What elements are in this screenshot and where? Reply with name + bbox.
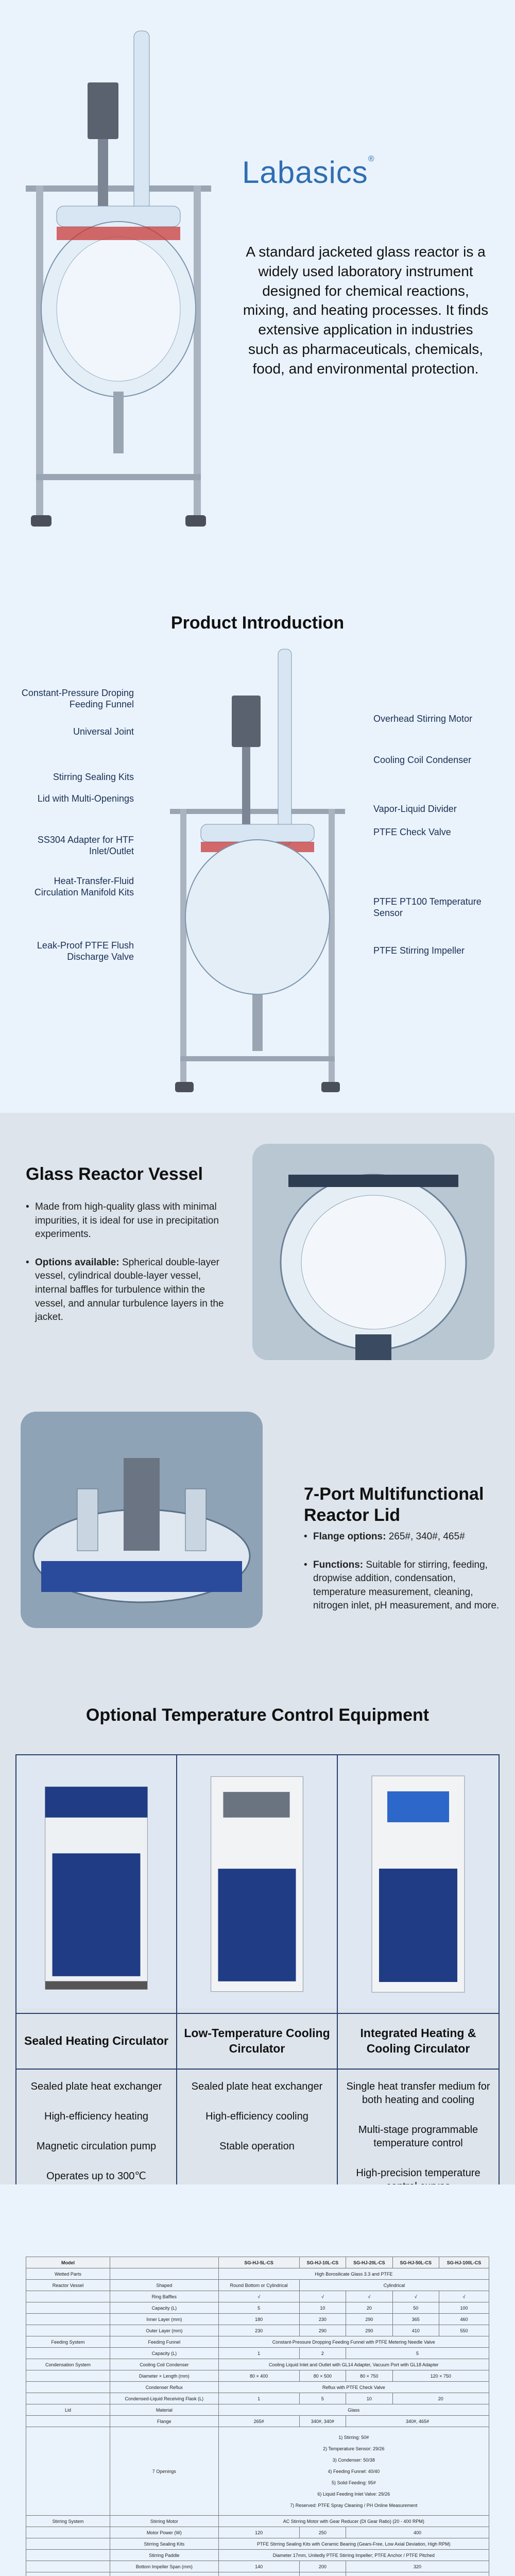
table-cell: Feeding System bbox=[26, 2336, 110, 2348]
table-cell: Condensation System bbox=[26, 2359, 110, 2370]
table-cell: 365 bbox=[392, 2314, 439, 2325]
table-cell: 100 bbox=[439, 2302, 489, 2314]
callout-universal-joint: Universal Joint bbox=[73, 726, 134, 737]
table-cell: 1 bbox=[218, 2348, 299, 2359]
equipment-features: Single heat transfer medium for both heating and cooling Multi-stage programmable temperature control High-precision temperature bbox=[346, 2081, 490, 2179]
table-cell bbox=[26, 2314, 110, 2325]
reactor-diagram-image bbox=[154, 639, 360, 1103]
table-cell bbox=[346, 2572, 489, 2576]
table-cell: Bottom Impeller Span (mm) bbox=[110, 2561, 219, 2572]
heating-circulator-image bbox=[16, 1755, 176, 2008]
table-row bbox=[26, 2268, 489, 2280]
callout-ss304-adapter: SS304 Adapter for HTF Inlet/Outlet bbox=[37, 835, 134, 856]
table-cell: 1) Stirring: 50# 2) Temperature Sensor: 29/26 3) Condenser: 50/38 4) Feeding Funnel: 40/40 5) Solid Feeding: 95# 6) Liquid Feeding Inlet Valve: 29/26 7) Reserved: PTFE Spray Cleaning / PH Online Measurement bbox=[218, 2427, 489, 2516]
spec-table-body bbox=[26, 2268, 489, 2576]
table-cell: Capacity (L) bbox=[110, 2348, 219, 2359]
callout-htf-manifold: Heat-Transfer-Fluid Circulation Manifold Kits bbox=[34, 876, 134, 897]
callout-stirring-sealing-kits: Stirring Sealing Kits bbox=[53, 772, 134, 782]
table-row bbox=[26, 2538, 489, 2550]
glass-vessel-photo bbox=[252, 1144, 494, 1360]
table-cell: Cooling Coil Condenser bbox=[110, 2359, 219, 2370]
table-cell bbox=[26, 2348, 110, 2359]
callout-ptfe-check-valve: PTFE Check Valve bbox=[373, 827, 451, 837]
callout-pt100-sensor: PTFE PT100 Temperature Sensor bbox=[373, 896, 482, 918]
table-cell: 230 bbox=[299, 2314, 346, 2325]
table-cell bbox=[26, 2550, 110, 2561]
table-cell: 140 bbox=[218, 2561, 299, 2572]
reactor-lid-photo bbox=[21, 1412, 263, 1628]
table-cell: Cooling Liquid Inlet and Outlet with GL14 Adapter, Vacuum Port with GL18 Adapter bbox=[218, 2359, 489, 2370]
callout-feeding-funnel: Constant-Pressure Droping Feeding Funnel bbox=[21, 688, 134, 709]
table-cell: Ring Baffles bbox=[110, 2291, 219, 2302]
lid-functions: • Functions: Suitable for stirring, feeding, dropwise addition, condensation, temperature measurement, cleaning, nitrogen inlet, pH measurement, and more. bbox=[304, 1558, 500, 1613]
table-row bbox=[26, 2291, 489, 2302]
table-cell: Condenser Reflux bbox=[110, 2382, 219, 2393]
table-cell bbox=[26, 2527, 110, 2538]
hero-section bbox=[0, 0, 515, 567]
table-row bbox=[26, 2550, 489, 2561]
table-row bbox=[26, 2280, 489, 2291]
table-cell: 320 bbox=[346, 2561, 489, 2572]
table-cell: 5 bbox=[218, 2302, 299, 2314]
table-row bbox=[26, 2314, 489, 2325]
table-cell: Capacity (L) bbox=[110, 2302, 219, 2314]
table-row bbox=[26, 2561, 489, 2572]
table-cell: 400 bbox=[346, 2527, 489, 2538]
table-cell: Inner Layer (mm) bbox=[110, 2314, 219, 2325]
table-cell bbox=[26, 2370, 110, 2382]
table-cell: High Borosilicate Glass 3.3 and PTFE bbox=[218, 2268, 489, 2280]
specification-section bbox=[0, 2184, 515, 2576]
section-title: Product Introduction bbox=[170, 613, 345, 633]
table-cell: Stirring System bbox=[26, 2516, 110, 2527]
table-cell: 80 × 750 bbox=[346, 2370, 392, 2382]
spec-header-row: Model SG-HJ-5L-CS SG-HJ-10L-CS SG-HJ-20L-CS SG-HJ-50L-CS SG-HJ-100L-CS bbox=[26, 2257, 489, 2268]
callout-ptfe-impeller: PTFE Stirring Impeller bbox=[373, 945, 465, 956]
table-cell: Lid bbox=[26, 2404, 110, 2416]
table-cell bbox=[26, 2382, 110, 2393]
table-cell: Glass bbox=[218, 2404, 489, 2416]
brand-logo: Labasics® bbox=[242, 155, 375, 190]
table-row bbox=[26, 2302, 489, 2314]
table-row bbox=[26, 2427, 489, 2516]
table-cell bbox=[110, 2268, 219, 2280]
equipment-features: Sealed plate heat exchanger High-efficiency heating Magnetic circulation pump Operates up to 300℃ bbox=[30, 2081, 162, 2182]
table-cell: 20 bbox=[392, 2393, 489, 2404]
lid-flange-options: • Flange options: 265#, 340#, 465# bbox=[304, 1530, 500, 1544]
table-cell bbox=[26, 2291, 110, 2302]
table-cell: PTFE Stirring Sealing Kits with Ceramic Bearing (Gears-Free, Low Axial Deviation, High RPM) bbox=[218, 2538, 489, 2550]
table-cell: 5 bbox=[299, 2393, 346, 2404]
integrated-circulator-image bbox=[338, 1755, 499, 2008]
table-cell: 20 bbox=[346, 2302, 392, 2314]
section-title: Optional Temperature Control Equipment bbox=[85, 1705, 430, 1725]
callout-cooling-coil: Cooling Coil Condenser bbox=[373, 755, 472, 765]
table-cell: √ bbox=[218, 2291, 299, 2302]
table-cell: Stirring Sealing Kits bbox=[110, 2538, 219, 2550]
table-cell: 10 bbox=[346, 2393, 392, 2404]
table-cell: √ bbox=[346, 2291, 392, 2302]
table-cell: Round Bottom or Cylindrical bbox=[218, 2280, 299, 2291]
table-cell: Diameter × Length (mm) bbox=[110, 2370, 219, 2382]
table-cell: 120 bbox=[218, 2527, 299, 2538]
callout-lid-multi-openings: Lid with Multi-Openings bbox=[37, 793, 134, 804]
table-cell: Cylindrical bbox=[299, 2280, 489, 2291]
vessel-title: Glass Reactor Vessel bbox=[26, 1164, 203, 1184]
table-row bbox=[26, 2516, 489, 2527]
table-row bbox=[26, 2393, 489, 2404]
table-row bbox=[26, 2527, 489, 2538]
table-cell bbox=[26, 2538, 110, 2550]
table-cell: Shaped bbox=[110, 2280, 219, 2291]
table-cell: Material bbox=[110, 2404, 219, 2416]
table-cell: 1 bbox=[218, 2393, 299, 2404]
table-row bbox=[26, 2572, 489, 2576]
table-cell: √ bbox=[439, 2291, 489, 2302]
table-cell: 80 × 400 bbox=[218, 2370, 299, 2382]
table-cell bbox=[26, 2561, 110, 2572]
table-cell: 230 bbox=[218, 2325, 299, 2336]
table-cell: 265# bbox=[218, 2416, 299, 2427]
table-cell bbox=[26, 2325, 110, 2336]
table-cell: Stirring Paddle bbox=[110, 2550, 219, 2561]
table-cell: 50 bbox=[392, 2302, 439, 2314]
table-row bbox=[26, 2359, 489, 2370]
table-cell: Diameter 17mm, Unitedly PTFE Stirring Impeller; PTFE Anchor / PTFE Pitched bbox=[218, 2550, 489, 2561]
table-cell: 340#, 340# bbox=[299, 2416, 346, 2427]
table-row bbox=[26, 2370, 489, 2382]
table-row bbox=[26, 2416, 489, 2427]
table-cell: Reflux with PTFE Check Valve bbox=[218, 2382, 489, 2393]
table-cell: 250 bbox=[299, 2527, 346, 2538]
reactor-product-image bbox=[15, 21, 221, 556]
table-cell: Motor Power (W) bbox=[110, 2527, 219, 2538]
lid-title: 7-Port Multifunctional Reactor Lid bbox=[304, 1484, 484, 1525]
table-cell: Flange bbox=[110, 2416, 219, 2427]
cooling-circulator-image bbox=[177, 1755, 337, 2008]
table-cell bbox=[299, 2572, 346, 2576]
equipment-name: Integrated Heating & Cooling Circulator bbox=[338, 2013, 499, 2070]
table-row bbox=[26, 2382, 489, 2393]
table-cell: Constant-Pressure Dropping Feeding Funnel with PTFE Metering Needle Valve bbox=[218, 2336, 489, 2348]
table-cell: 200 bbox=[299, 2561, 346, 2572]
table-cell: 180 bbox=[218, 2314, 299, 2325]
table-row bbox=[26, 2336, 489, 2348]
table-cell: Wetted Parts bbox=[26, 2268, 110, 2280]
table-cell: 550 bbox=[439, 2325, 489, 2336]
table-cell bbox=[218, 2572, 299, 2576]
table-cell: 340#, 465# bbox=[346, 2416, 489, 2427]
table-cell bbox=[26, 2393, 110, 2404]
table-cell: Condensed-Liquid Receiving Flask (L) bbox=[110, 2393, 219, 2404]
table-cell: 460 bbox=[439, 2314, 489, 2325]
hero-description: A standard jacketed glass reactor is a widely used laboratory instrument designed for chemical reactions, mixing, and heating processes. It finds extensive application in industries such as pharmaceuticals, chemicals, food, and environmental protection. bbox=[243, 244, 489, 377]
table-cell: 2 bbox=[299, 2348, 346, 2359]
table-cell: 290 bbox=[346, 2314, 392, 2325]
callout-discharge-valve: Leak-Proof PTFE Flush Discharge Valve bbox=[37, 940, 134, 962]
table-cell bbox=[26, 2302, 110, 2314]
table-cell bbox=[26, 2572, 110, 2576]
vessel-features-list bbox=[26, 1200, 232, 1339]
table-cell: √ bbox=[299, 2291, 346, 2302]
table-cell: Feeding Funnel bbox=[110, 2336, 219, 2348]
table-cell: 120 × 750 bbox=[392, 2370, 489, 2382]
table-cell bbox=[26, 2416, 110, 2427]
equipment-name: Low-Temperature Cooling Circulator bbox=[177, 2013, 337, 2070]
table-cell: 410 bbox=[392, 2325, 439, 2336]
table-cell: 7 Openings bbox=[110, 2427, 219, 2516]
table-cell: Outer Layer (mm) bbox=[110, 2325, 219, 2336]
table-cell: Stirring Motor bbox=[110, 2516, 219, 2527]
table-cell: AC Stirring Motor with Gear Reducer (DI Gear Ratio) (20 - 400 RPM) bbox=[218, 2516, 489, 2527]
table-cell: 10 bbox=[299, 2302, 346, 2314]
vessel-feature-glass: • Made from high-quality glass with minimal impurities, it is ideal for use in precipitation experiments. bbox=[26, 1200, 232, 1242]
table-cell bbox=[110, 2572, 219, 2576]
table-row bbox=[26, 2325, 489, 2336]
table-cell: 290 bbox=[346, 2325, 392, 2336]
table-row bbox=[26, 2404, 489, 2416]
callout-vapor-liquid-divider: Vapor-Liquid Divider bbox=[373, 804, 457, 814]
table-cell bbox=[26, 2427, 110, 2516]
equipment-features: Sealed plate heat exchanger High-efficiency cooling Stable operation bbox=[191, 2081, 323, 2152]
vessel-feature-options: • Options available: Spherical double-layer vessel, cylindrical double-layer vessel, internal baffles for turbulence within the vessel, and annular turbulence layers in the jacket. bbox=[26, 1256, 232, 1325]
specification-table bbox=[26, 2257, 489, 2576]
product-introduction-section bbox=[0, 567, 515, 1113]
table-cell: 80 × 500 bbox=[299, 2370, 346, 2382]
table-cell: Reactor Vessel bbox=[26, 2280, 110, 2291]
callout-stirring-motor: Overhead Stirring Motor bbox=[373, 714, 473, 724]
table-cell: 290 bbox=[299, 2325, 346, 2336]
table-cell: 5 bbox=[346, 2348, 489, 2359]
equipment-name: Sealed Heating Circulator bbox=[16, 2013, 176, 2070]
table-cell: √ bbox=[392, 2291, 439, 2302]
lid-features-list bbox=[304, 1530, 500, 1628]
table-row bbox=[26, 2348, 489, 2359]
